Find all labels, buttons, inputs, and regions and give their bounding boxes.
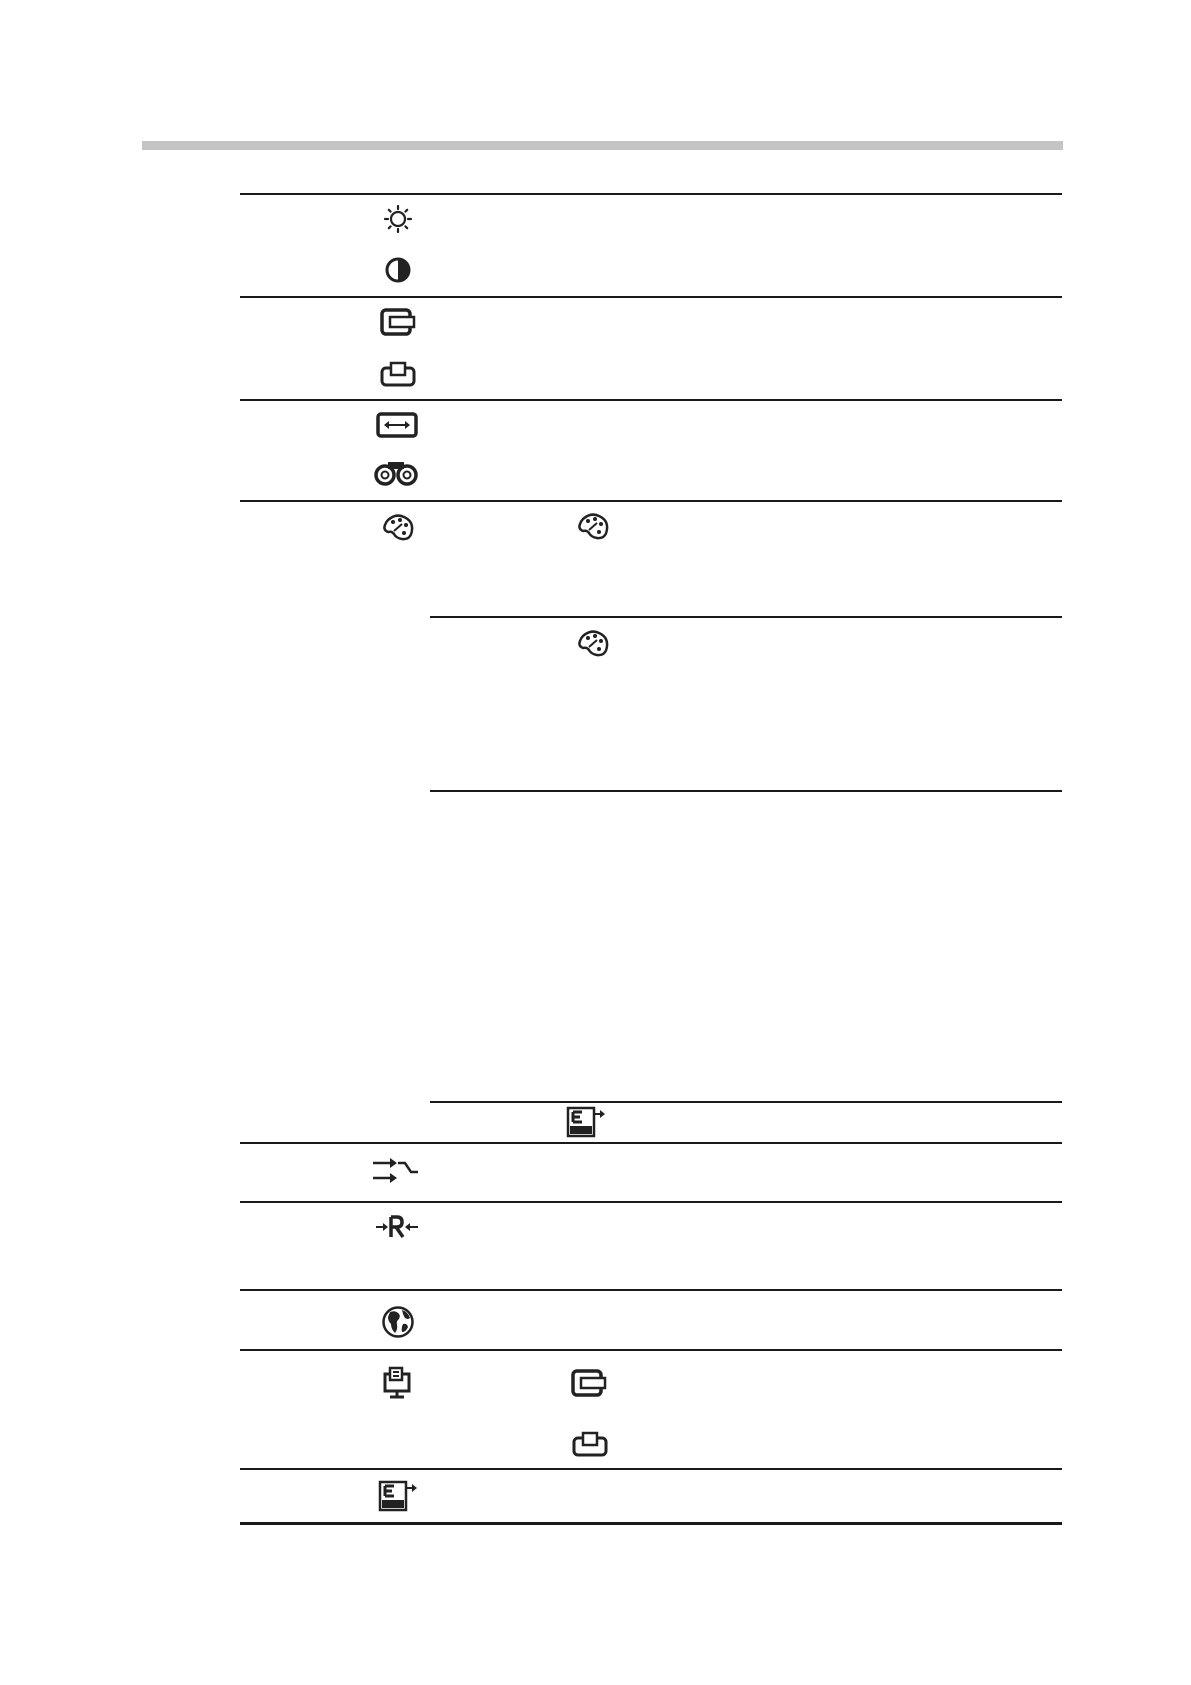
horizontal-position-icon — [379, 302, 419, 342]
header-bar — [142, 141, 1063, 150]
exit-icon — [566, 1102, 606, 1142]
palette-icon — [379, 507, 419, 547]
row-divider — [240, 500, 1062, 502]
palette-icon — [574, 506, 614, 546]
horizontal-position-icon — [570, 1363, 610, 1403]
sub-row-divider — [430, 790, 1062, 792]
row-divider — [240, 296, 1062, 298]
sub-row-divider — [430, 1101, 1062, 1103]
row-divider — [240, 1142, 1062, 1144]
row-divider — [240, 1289, 1062, 1291]
reset-icon — [377, 1207, 417, 1247]
exit-icon — [378, 1476, 418, 1516]
vertical-position-icon — [378, 354, 418, 394]
row-divider — [240, 1201, 1062, 1203]
osd-position-icon — [378, 1363, 418, 1403]
input-switch-icon — [375, 1150, 415, 1190]
sun-icon — [378, 199, 418, 239]
width-icon — [377, 405, 417, 445]
palette-icon — [574, 623, 614, 663]
vertical-position-icon — [570, 1424, 610, 1464]
row-divider — [240, 1349, 1062, 1351]
focus-icon — [376, 453, 416, 493]
globe-icon — [378, 1302, 418, 1342]
contrast-icon — [378, 250, 418, 290]
table-bottom-rule — [240, 1522, 1062, 1525]
sub-row-divider — [430, 616, 1062, 618]
row-divider — [240, 1468, 1062, 1470]
table-top-rule — [240, 193, 1062, 195]
row-divider — [240, 399, 1062, 401]
